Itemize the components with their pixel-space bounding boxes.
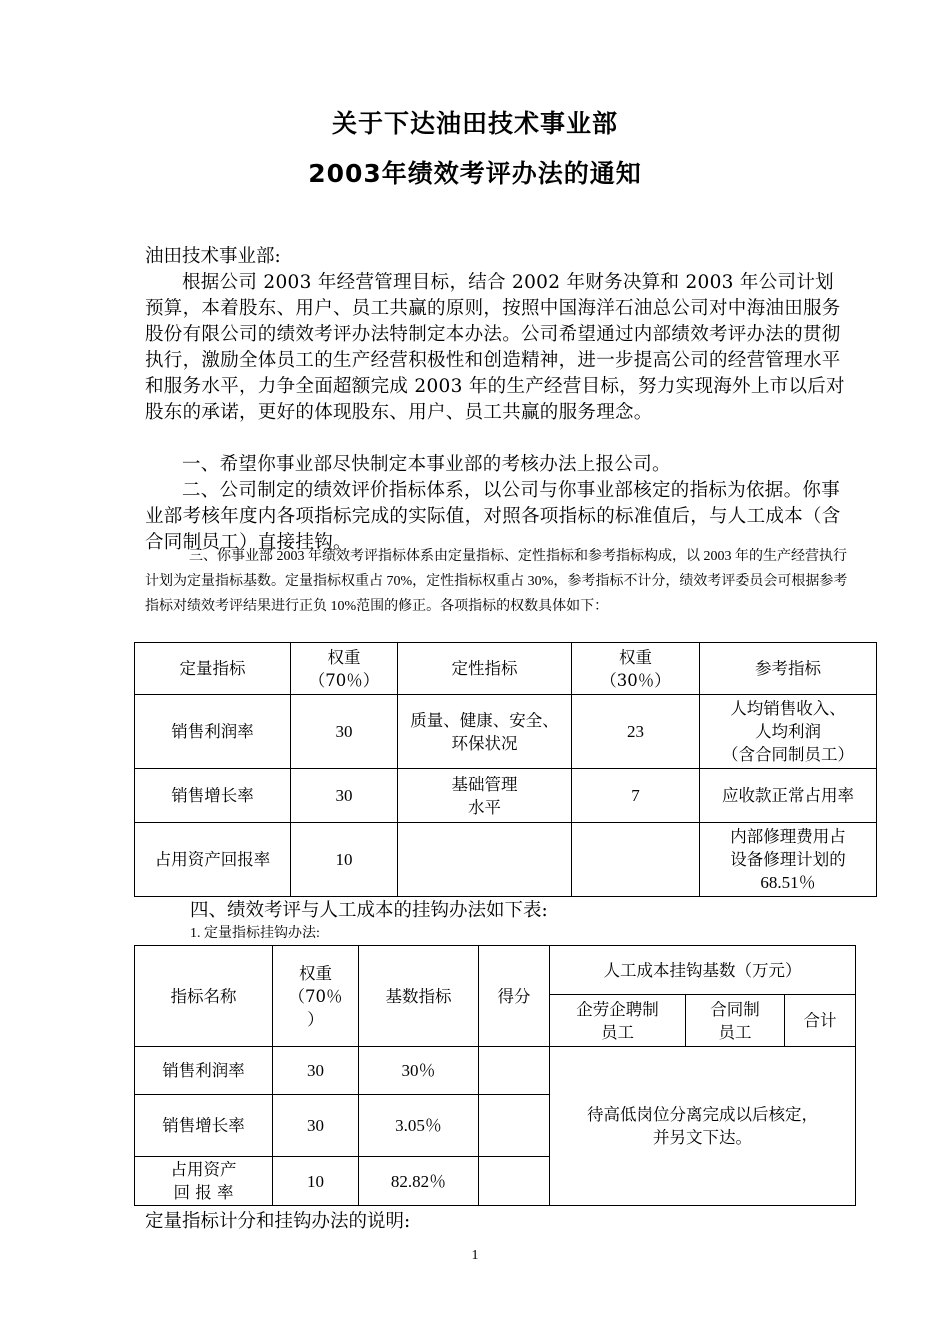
cell-weight: 30 xyxy=(273,1095,359,1157)
page-number: 1 xyxy=(471,1248,479,1263)
header-contract: 合同制 员工 xyxy=(686,995,785,1047)
table-row xyxy=(135,823,877,897)
cell-qual-empty xyxy=(398,823,572,897)
weights-table xyxy=(134,642,877,897)
cell-base: 3.05％ xyxy=(359,1095,479,1157)
cell-qual: 质量、健康、安全、 环保状况 xyxy=(398,695,572,769)
header-name: 指标名称 xyxy=(135,946,273,1047)
cell-weight: 10 xyxy=(291,823,398,897)
cell-score xyxy=(479,1095,550,1157)
item-2: 二、公司制定的绩效评价指标体系，以公司与你事业部核定的指标为依据。你事业部考核年度内各项指标完成的实际值，对照各项指标的标准值后，与人工成本（含合同制员工）直接挂钩。 xyxy=(145,480,841,553)
table-row xyxy=(135,695,877,769)
cell-quant: 占用资产回报率 xyxy=(135,823,291,897)
cell-ref: 人均销售收入、 人均利润 （含合同制员工） xyxy=(700,695,877,769)
cell-weight: 30 xyxy=(291,769,398,823)
table-header-row xyxy=(135,946,856,995)
cell-ref: 应收款正常占用率 xyxy=(700,769,877,823)
cell-weight: 7 xyxy=(572,769,700,823)
sub-heading-1: 1. 定量指标挂钩办法: xyxy=(190,926,320,941)
intro-paragraph: 根据公司 2003 年经营管理目标，结合 2002 年财务决算和 2003 年公司计划预算，本着股东、用户、员工共赢的原则，按照中国海洋石油总公司对中海油田服务股份有限公司的绩效考评办法特制定本办法。公司希望通过内部绩效考评办法的贯彻执行，激励全体员工的生产经营积极性和创造精神，进一步提高公司的经营管理水平和服务水平，力争全面超额完成 2003 年的生产经营目标，努力实现海外上市以后对股东的承诺，更好的体现股东、用户、员工共赢的服务理念。 xyxy=(145,272,845,423)
cell-quant: 销售利润率 xyxy=(135,695,291,769)
header-cost: 人工成本挂钩基数（万元） xyxy=(550,946,856,995)
header-weight: 权重 （70％ ） xyxy=(273,946,359,1047)
document-title-line2: 2003年绩效考评办法的通知 xyxy=(308,159,642,188)
header-base: 基数指标 xyxy=(359,946,479,1047)
cell-name: 销售增长率 xyxy=(135,1095,273,1157)
item-1: 一、希望你事业部尽快制定本事业部的考核办法上报公司。 xyxy=(182,454,671,475)
cell-quant: 销售增长率 xyxy=(135,769,291,823)
table-row xyxy=(135,769,877,823)
header-score: 得分 xyxy=(479,946,550,1047)
header-ref: 参考指标 xyxy=(700,643,877,695)
closing-line: 定量指标计分和挂钩办法的说明: xyxy=(145,1211,411,1232)
cell-weight: 30 xyxy=(273,1047,359,1095)
cell-base: 82.82％ xyxy=(359,1157,479,1206)
cell-score xyxy=(479,1157,550,1206)
header-labor: 企劳企聘制 员工 xyxy=(550,995,686,1047)
cell-note: 待高低岗位分离完成以后核定， 并另文下达。 xyxy=(550,1047,856,1206)
header-quant: 定量指标 xyxy=(135,643,291,695)
item-3: 三、你事业部 2003 年绩效考评指标体系由定量指标、定性指标和参考指标构成，以 2003 年的生产经营执行计划为定量指标基数。定量指标权重占 70%，定性指标权重占 30%，参考指标不计分，绩效考评委员会可根据参考指标对绩效考评结果进行正负 10%范围的修正。各项指标的权数具体如下： xyxy=(145,549,848,614)
header-weight-qual: 权重 （30％） xyxy=(572,643,700,695)
header-total: 合计 xyxy=(785,995,856,1047)
cell-weight: 30 xyxy=(291,695,398,769)
cell-base: 30％ xyxy=(359,1047,479,1095)
cell-weight-empty xyxy=(572,823,700,897)
salutation: 油田技术事业部: xyxy=(145,246,281,267)
cell-ref: 内部修理费用占 设备修理计划的 68.51％ xyxy=(700,823,877,897)
header-qual: 定性指标 xyxy=(398,643,572,695)
cell-score xyxy=(479,1047,550,1095)
table-row xyxy=(135,1047,856,1095)
document-title-line1: 关于下达油田技术事业部 xyxy=(331,109,618,138)
header-weight-quant: 权重 （70％） xyxy=(291,643,398,695)
cell-qual: 基础管理 水平 xyxy=(398,769,572,823)
item-4: 四、绩效考评与人工成本的挂钩办法如下表: xyxy=(190,900,548,921)
table-header-row xyxy=(135,643,877,695)
cell-name: 销售利润率 xyxy=(135,1047,273,1095)
cell-name: 占用资产 回 报 率 xyxy=(135,1157,273,1206)
cell-weight: 23 xyxy=(572,695,700,769)
cell-weight: 10 xyxy=(273,1157,359,1206)
linkage-table xyxy=(134,945,856,1206)
